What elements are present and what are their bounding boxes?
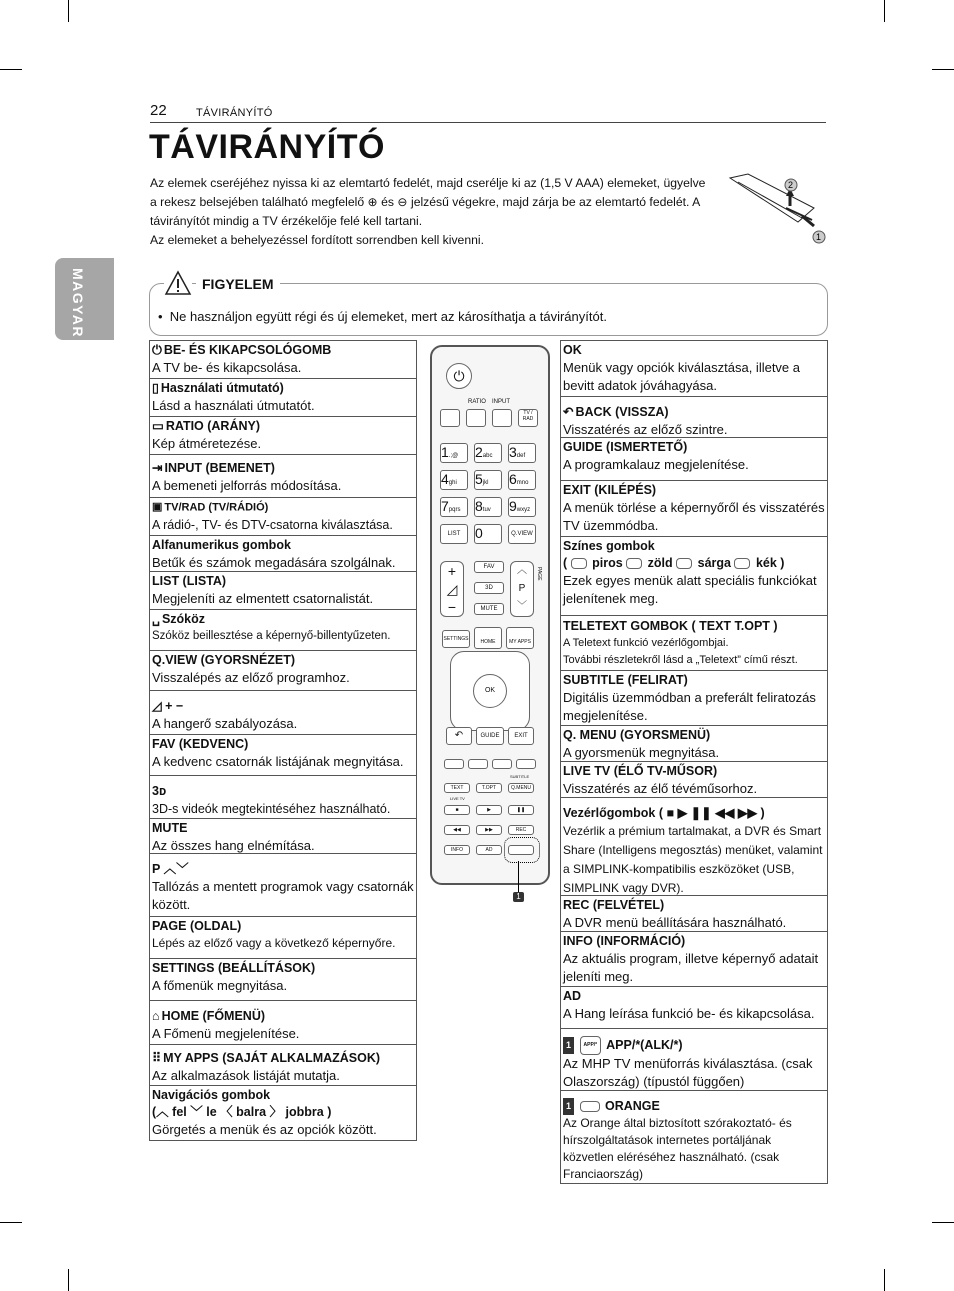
pause-icon: ❚❚ — [690, 806, 712, 820]
right-button-table — [560, 340, 828, 1184]
subtitle-label: SUBTITLE — [510, 774, 530, 779]
table-row: Vezérlőgombok ( ■ ▶ ❚❚ ◀◀ ▶▶ ) Vezérlik a prémium tartalmakat, a DVR és Smart Share (Intelligens megosztás) menüket, valamint a SIMPLINK-kompatibilis eszközöket (USB, SIMPLINK vagy DVR). — [561, 798, 827, 896]
chevron-down-icon: ﹀ — [190, 1105, 203, 1119]
power-button[interactable]: ⏻ — [446, 363, 472, 389]
minus-icon: ⊖ — [397, 195, 408, 209]
app-button-highlight — [504, 837, 540, 863]
table-row: ⏻ BE- ÉS KIKAPCSOLÓGOMB A TV be- és kikapcsolása. — [150, 341, 416, 379]
orange-button-icon — [580, 1101, 600, 1112]
input-button[interactable] — [492, 409, 512, 427]
digit-button[interactable]: 0 — [474, 524, 502, 544]
table-row: SETTINGS (BEÁLLÍTÁSOK) A főmenük megnyitása. — [150, 959, 416, 1001]
info-button[interactable]: INFO — [444, 845, 470, 855]
intro-text: Az elemek cseréjéhez nyissa ki az elemtartó fedelét, majd cserélje ki az (1,5 V AAA) elemeket, ügyelve a rekesz belsejében található megfelelő ⊕ és ⊖ jelzésű végekre, majd zárja be az elemtartó fedelét. A távirányítót mindig a TV érzékelője felé kell tartani. Az elemeket a behelyezéssel fordított sorrendben kell kivenni. — [150, 176, 706, 247]
blue-button[interactable] — [516, 759, 536, 769]
table-row: ▣ TV/RAD (TV/RÁDIÓ) A rádió-, TV- és DTV-csatorna kiválasztása. — [150, 498, 416, 536]
stop-icon: ■ — [666, 806, 675, 820]
tv-radio-icon: ▣ — [152, 501, 163, 513]
text-button[interactable]: TEXT — [444, 783, 470, 793]
volume-rocker[interactable]: + ◿ − — [440, 561, 464, 617]
back-button[interactable]: ↶ — [446, 727, 472, 745]
table-row: REC (FELVÉTEL) A DVR menü beállítására használható. — [561, 896, 827, 932]
table-row: ▯ Használati útmutató) Lásd a használati útmutatót. — [150, 379, 416, 417]
table-row: P ︿﹀ Tallózás a mentett programok vagy csatornák között. — [150, 854, 416, 917]
3d-icon: 3ᴅ — [152, 784, 167, 799]
rewind-icon: ◀◀ — [715, 806, 735, 820]
table-row: ◿ + − A hangerő szabályozása. — [150, 691, 416, 735]
callout-badge: 1 — [563, 1098, 574, 1115]
volume-icon: ◿ + − — [152, 699, 184, 714]
play-button[interactable]: ▶ — [476, 805, 502, 815]
battery-label-1: 1 — [816, 232, 822, 242]
input-icon: ⇥ — [152, 461, 163, 476]
myapps-button[interactable]: MY APPS — [506, 627, 534, 649]
digit-button[interactable]: 2abc — [474, 443, 502, 463]
language-tab: MAGYAR — [55, 258, 114, 340]
table-row: PAGE (OLDAL) Lépés az előző vagy a következő képernyőre. — [150, 917, 416, 959]
yellow-button-icon — [676, 558, 692, 569]
digit-button[interactable]: 7pqrs — [440, 497, 468, 517]
ratio-icon: ▭ — [152, 419, 164, 434]
3d-button[interactable]: 3D — [474, 582, 504, 594]
ratio-button[interactable] — [466, 409, 486, 427]
digit-button[interactable]: 4ghi — [440, 470, 468, 490]
digit-button[interactable]: 8tuv — [474, 497, 502, 517]
warning-title: FIGYELEM — [196, 276, 280, 292]
table-row: SUBTITLE (FELIRAT) Digitális üzemmódban a preferált feliratozás megjelenítése. — [561, 671, 827, 726]
ad-button[interactable]: AD — [476, 845, 502, 855]
stop-button[interactable]: ■ — [444, 805, 470, 815]
table-row: LIVE TV (ÉLŐ TV-MŰSOR) Visszatérés az élő tévéműsorhoz. — [561, 762, 827, 798]
power-icon: ⏻ — [152, 343, 162, 358]
list-button[interactable]: LIST — [440, 524, 468, 544]
mute-button[interactable]: MUTE — [474, 603, 504, 615]
program-rocker[interactable]: ︿ P ﹀ — [510, 561, 534, 617]
livetv-label: LIVE TV — [450, 796, 465, 801]
ff-button[interactable]: ▶▶ — [476, 825, 502, 835]
exit-button[interactable]: EXIT — [508, 727, 534, 745]
table-row: 1 ORANGE Az Orange által biztosított szórakoztató- és hírszolgáltatások internetes portáljának közvetlen eléréséhez használható. (csak Franciaország) — [561, 1091, 827, 1184]
page-label: PAGE — [536, 567, 542, 581]
input-label: INPUT — [492, 399, 510, 405]
settings-button[interactable]: SETTINGS — [442, 630, 470, 648]
table-row: GUIDE (ISMERTETŐ) A programkalauz megjelenítése. — [561, 438, 827, 481]
my-apps-icon: ⠿ — [152, 1051, 162, 1066]
fast-forward-icon: ▶▶ — [737, 806, 758, 820]
table-row: FAV (KEDVENC) A kedvenc csatornák listájának megnyitása. — [150, 735, 416, 776]
table-row: Q.VIEW (GYORSNÉZET) Visszalépés az előző programhoz. — [150, 651, 416, 691]
warning-icon — [164, 270, 192, 296]
blue-button-icon — [734, 558, 750, 569]
remote-illustration — [430, 345, 550, 885]
topt-button[interactable]: T.OPT — [476, 783, 502, 793]
ok-button[interactable]: OK — [473, 674, 507, 708]
warning-box — [149, 276, 828, 336]
yellow-button[interactable] — [492, 759, 512, 769]
table-row: Színes gombok ( piros zöld sárga kék ) Ezek egyes menük alatt speciális funkciókat jelenítenek meg. — [561, 537, 827, 616]
manual-icon: ▯ — [152, 381, 159, 396]
digit-button[interactable]: 1.;@ — [440, 443, 468, 463]
chevron-up-icon: ︿ — [163, 862, 177, 876]
table-row: TELETEXT GOMBOK ( TEXT T.OPT ) A Teletext funkció vezérlőgombjai. További részletekről lásd a „Teletext” című részt. — [561, 616, 827, 671]
battery-label-2: 2 — [788, 180, 794, 190]
digit-button[interactable]: 9wxyz — [508, 497, 536, 517]
rewind-button[interactable]: ◀◀ — [444, 825, 470, 835]
rec-button[interactable]: REC — [508, 825, 534, 835]
home-button[interactable]: HOME — [474, 627, 502, 649]
table-row: ↶ BACK (VISSZA) Visszatérés az előző szintre. — [561, 397, 827, 438]
table-row: 1 APP/* APP/*(ALK/*) Az MHP TV menüforrás kiválasztása. (csak Olaszország) (típustól függően) — [561, 1029, 827, 1091]
table-row: ␣ Szóköz Szóköz beillesztése a képernyő-billentyűzeten. — [150, 610, 416, 651]
play-icon: ▶ — [677, 806, 688, 820]
remote-callout-line — [518, 861, 519, 893]
chevron-down-icon: ﹀ — [176, 862, 189, 876]
green-button[interactable] — [468, 759, 488, 769]
page-number: 22 — [150, 102, 167, 119]
table-row: Q. MENU (GYORSMENÜ) A gyorsmenük megnyitása. — [561, 726, 827, 762]
warning-text: • Ne használjon együtt régi és új elemeket, mert az károsíthatja a távirányítót. — [158, 309, 607, 324]
ratio-label: RATIO — [468, 399, 486, 405]
left-button-table — [149, 340, 417, 1141]
section-label: TÁVIRÁNYÍTÓ — [196, 107, 273, 119]
plus-icon: ⊕ — [367, 195, 378, 209]
callout-badge: 1 — [563, 1037, 574, 1054]
table-row: ▭ RATIO (ARÁNY) Kép átméretezése. — [150, 417, 416, 455]
green-button-icon — [626, 558, 642, 569]
tvrad-button[interactable]: TV / RAD — [518, 409, 538, 427]
home-icon: ⌂ — [152, 1009, 160, 1024]
table-row: AD A Hang leírása funkció be- és kikapcsolása. — [561, 987, 827, 1029]
back-icon: ↶ — [563, 405, 574, 420]
table-row: ⇥ INPUT (BEMENET) A bemeneti jelforrás módosítása. — [150, 455, 416, 498]
page-header — [150, 104, 826, 123]
battery-illustration — [728, 172, 828, 244]
chevron-right-icon: 〉 — [269, 1105, 283, 1119]
table-row: LIST (LISTA) Megjeleníti az elmentett csatornalistát. — [150, 572, 416, 610]
table-row: EXIT (KILÉPÉS) A menük törlése a képernyőről és visszatérés TV üzemmódba. — [561, 481, 827, 537]
qview-button[interactable]: Q.VIEW — [508, 524, 536, 544]
table-row: MUTE Az összes hang elnémítása. — [150, 819, 416, 854]
fav-button[interactable]: FAV — [474, 561, 504, 573]
app-button-icon: APP/* — [580, 1036, 602, 1055]
remote-callout-badge: 1 — [513, 892, 524, 902]
manual-button[interactable] — [440, 409, 460, 427]
table-row: ⌂ HOME (FŐMENÜ) A Főmenü megjelenítése. — [150, 1001, 416, 1045]
table-row: Alfanumerikus gombok Betűk és számok megadására szolgálnak. — [150, 536, 416, 572]
table-row: ⠿ MY APPS (SAJÁT ALKALMAZÁSOK) Az alkalmazások listáját mutatja. — [150, 1045, 416, 1086]
table-row: Navigációs gombok (︿ fel ﹀ le 〈 balra 〉 jobbra ) Görgetés a menük és az opciók között. — [150, 1086, 416, 1141]
guide-button[interactable]: GUIDE — [476, 727, 504, 745]
qmenu-button[interactable]: Q.MENU — [508, 783, 534, 793]
digit-button[interactable]: 3def — [508, 443, 536, 463]
digit-button[interactable]: 6mno — [508, 470, 536, 490]
space-icon: ␣ — [152, 612, 160, 627]
red-button-icon — [571, 558, 587, 569]
chevron-left-icon: 〈 — [220, 1105, 233, 1119]
red-button[interactable] — [444, 759, 464, 769]
table-row: 3ᴅ 3D-s videók megtekintéséhez használható. — [150, 776, 416, 819]
table-row: OK Menük vagy opciók kiválasztása, illetve a bevitt adatok jóváhagyása. — [561, 341, 827, 397]
pause-button[interactable]: ❚❚ — [508, 805, 534, 815]
chevron-up-icon: ︿ — [156, 1105, 169, 1119]
page-title: TÁVIRÁNYÍTÓ — [149, 128, 385, 166]
digit-button[interactable]: 5jkl — [474, 470, 502, 490]
table-row: INFO (INFORMÁCIÓ) Az aktuális program, illetve képernyő adatait jeleníti meg. — [561, 932, 827, 987]
